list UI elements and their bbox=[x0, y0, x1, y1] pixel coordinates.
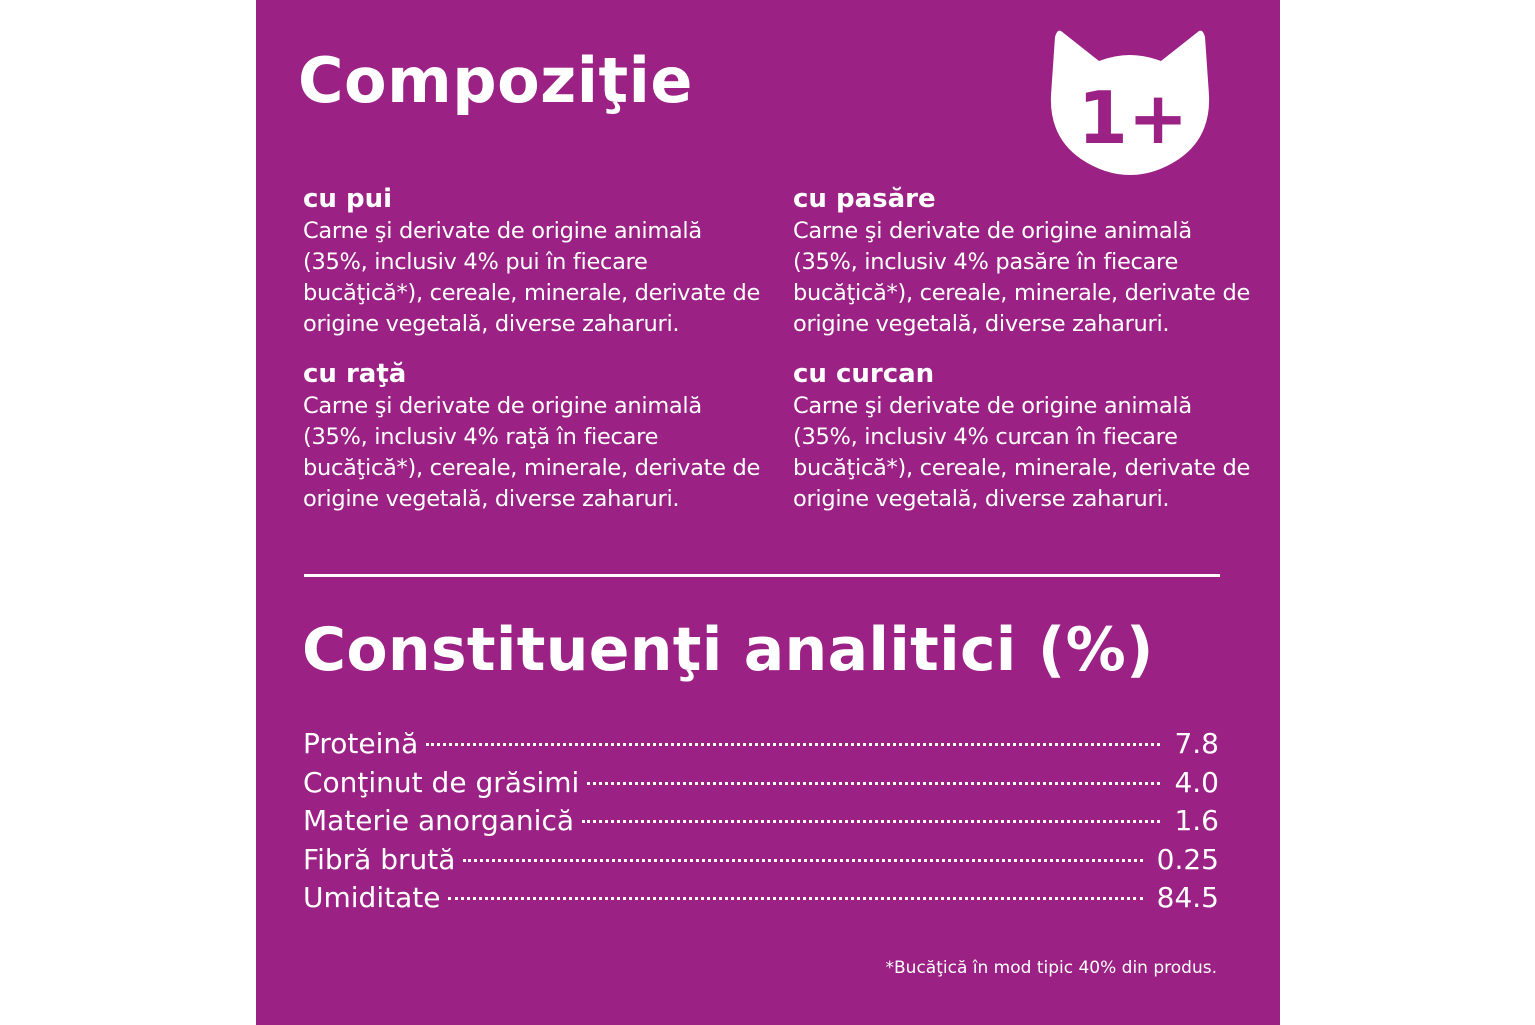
analytics-value: 1.6 bbox=[1174, 804, 1219, 837]
ingredient-name: cu curcan bbox=[793, 359, 935, 389]
analytics-value: 4.0 bbox=[1174, 765, 1219, 799]
dot-leader bbox=[587, 782, 1160, 785]
analytics-value: 84.5 bbox=[1156, 881, 1219, 914]
analytics-table bbox=[303, 725, 1219, 918]
analytics-row bbox=[303, 879, 1219, 918]
analytics-label: Fibră brută bbox=[303, 842, 456, 876]
ingredient-text: Carne şi derivate de origine animală (35%, inclusiv 4% curcan în fiecare bucăţică*), cereale, minerale, derivate de origine vegetală, diverse zaharuri. bbox=[793, 393, 1251, 512]
analytics-row bbox=[303, 764, 1219, 803]
dot-leader bbox=[463, 859, 1142, 862]
cat-age-badge-icon bbox=[1041, 25, 1219, 177]
dot-leader bbox=[426, 743, 1160, 746]
ingredient-text: Carne şi derivate de origine animală (35%, inclusiv 4% raţă în fiecare bucăţică*), cereale, minerale, derivate de origine vegetală, diverse zaharuri. bbox=[303, 393, 761, 512]
analytics-value: 0.25 bbox=[1156, 842, 1219, 876]
analytics-label: Proteină bbox=[303, 727, 419, 760]
analytics-row bbox=[303, 802, 1219, 841]
ingredient-block bbox=[793, 182, 1253, 340]
analytics-label: Conţinut de grăsimi bbox=[303, 765, 580, 799]
badge-text: 1+ bbox=[1077, 76, 1189, 160]
analytics-value: 7.8 bbox=[1174, 727, 1219, 760]
dot-leader bbox=[448, 897, 1142, 900]
ingredient-name: cu pui bbox=[303, 184, 393, 214]
ingredient-name: cu pasăre bbox=[793, 184, 936, 214]
ingredient-name: cu raţă bbox=[303, 359, 407, 389]
ingredient-text: Carne şi derivate de origine animală (35%, inclusiv 4% pasăre în fiecare bucăţică*), cereale, minerale, derivate de origine vegetală, diverse zaharuri. bbox=[793, 218, 1251, 337]
analytics-row bbox=[303, 841, 1219, 880]
analytics-title: Constituenţi analitici (%) bbox=[302, 615, 1154, 685]
section-divider bbox=[304, 574, 1220, 577]
composition-title: Compoziţie bbox=[298, 44, 693, 117]
ingredient-block bbox=[303, 182, 763, 340]
ingredient-block bbox=[303, 357, 763, 515]
product-info-panel bbox=[256, 0, 1280, 1025]
analytics-row bbox=[303, 725, 1219, 764]
ingredient-text: Carne şi derivate de origine animală (35%, inclusiv 4% pui în fiecare bucăţică*), cereale, minerale, derivate de origine vegetală, diverse zaharuri. bbox=[303, 218, 761, 337]
analytics-label: Umiditate bbox=[303, 881, 441, 914]
analytics-label: Materie anorganică bbox=[303, 804, 575, 837]
ingredient-block bbox=[793, 357, 1253, 515]
dot-leader bbox=[582, 820, 1160, 823]
footnote: *Bucăţică în mod tipic 40% din produs. bbox=[885, 958, 1217, 978]
